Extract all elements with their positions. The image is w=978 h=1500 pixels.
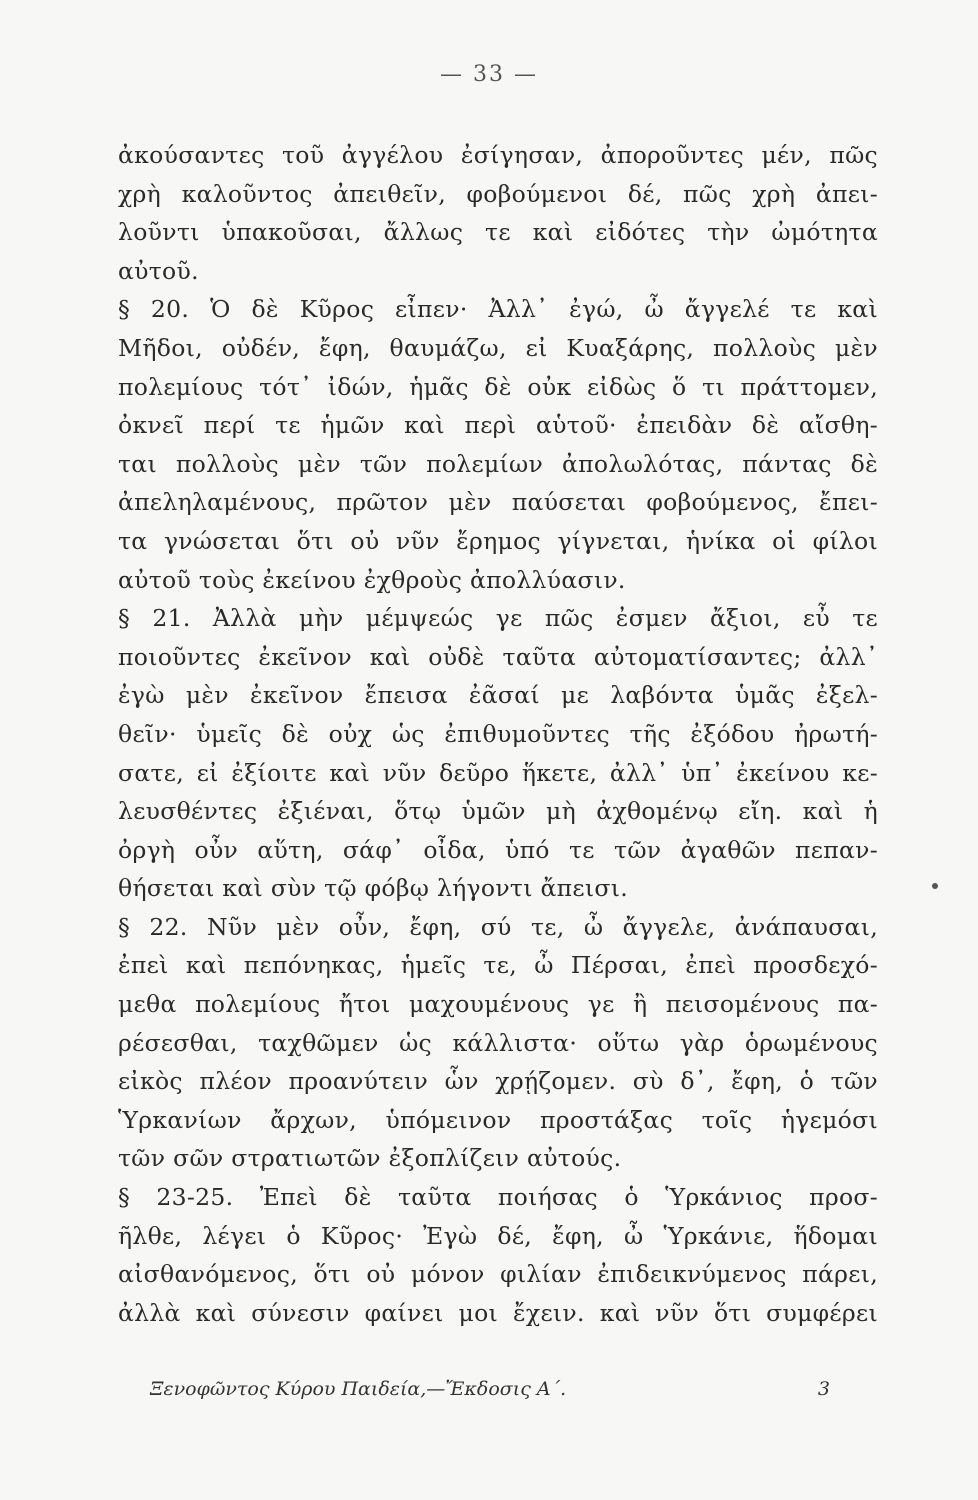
text-line: § 20. Ὁ δὲ Κῦρος εἶπεν· Ἀλλ᾽ ἐγώ, ὦ ἄγγελέ τε καὶ (118, 295, 878, 324)
text-line: τα γνώσεται ὅτι οὐ νῦν ἔρημος γίγνεται, ἡνίκα οἱ φίλοι (118, 526, 878, 555)
text-line: Μῆδοι, οὐδέν, ἔφη, θαυμάζω, εἰ Κυαξάρης, πολλοὺς μὲν (118, 333, 878, 362)
text-line: σατε, εἰ ἐξίοιτε καὶ νῦν δεῦρο ἥκετε, ἀλλ᾽ ὑπ᾽ ἐκείνου κε- (118, 758, 878, 787)
text-line: αἰσθανόμενος, ὅτι οὐ μόνον φιλίαν ἐπιδεικνύμενος πάρει, (118, 1260, 878, 1289)
text-line: θήσεται καὶ σὺν τῷ φόβῳ λήγοντι ἄπεισι. (118, 874, 629, 903)
text-line: αὐτοῦ. (118, 256, 199, 285)
text-line: χρὴ καλοῦντος ἀπειθεῖν, φοβούμενοι δέ, πῶς χρὴ ἀπει- (118, 179, 878, 208)
page-number: — 33 — (440, 62, 538, 87)
text-line: ἐπεὶ καὶ πεπόνηκας, ἡμεῖς τε, ὦ Πέρσαι, ἐπεὶ προσδεχό- (118, 951, 878, 980)
text-body (118, 136, 878, 1332)
signature-mark: 3 (817, 1378, 830, 1400)
text-line: ρέσεσθαι, ταχθῶμεν ὡς κάλλιστα· οὕτω γὰρ ὁρωμένους (118, 1028, 878, 1057)
text-line: τῶν σῶν στρατιωτῶν ἐξοπλίζειν αὐτούς. (118, 1144, 622, 1173)
text-line: § 23-25. Ἐπεὶ δὲ ταῦτα ποιήσας ὁ Ὑρκάνιος προσ- (118, 1183, 878, 1212)
text-line: ἀλλὰ καὶ σύνεσιν φαίνει μοι ἔχειν. καὶ νῦν ὅτι συμφέρει (118, 1298, 878, 1327)
text-line: ὀργὴ οὖν αὕτη, σάφ᾽ οἶδα, ὑπό τε τῶν ἀγαθῶν πεπαν- (118, 835, 878, 864)
text-line: ποιοῦντες ἐκεῖνον καὶ οὐδὲ ταῦτα αὐτοματίσαντες; ἀλλ᾽ (118, 642, 878, 671)
text-line: ἀκούσαντες τοῦ ἀγγέλου ἐσίγησαν, ἀποροῦντες μέν, πῶς (118, 141, 878, 169)
text-line: ὀκνεῖ περί τε ἡμῶν καὶ περὶ αὑτοῦ· ἐπειδὰν δὲ αἴσθη- (118, 411, 878, 440)
ink-speck (932, 883, 938, 889)
text-line: μεθα πολεμίους ἤτοι μαχουμένους γε ἢ πεισομένους πα- (118, 990, 878, 1019)
text-line: Ὑρκανίων ἄρχων, ὑπόμεινον προστάξας τοῖς ἡγεμόσι (118, 1105, 878, 1134)
text-line: λευσθέντες ἐξιέναι, ὅτῳ ὑμῶν μὴ ἀχθομένῳ εἴη. καὶ ἡ (118, 797, 878, 826)
text-line: ῆλθε, λέγει ὁ Κῦρος· Ἐγὼ δέ, ἔφη, ὦ Ὑρκάνιε, ἥδομαι (118, 1221, 878, 1250)
footer-title: Ξενοφῶντος Κύρου Παιδεία,—Ἔκδοσις Α΄. (150, 1378, 567, 1400)
text-line: πολεμίους τότ᾽ ἰδών, ἡμᾶς δὲ οὐκ εἰδὼς ὅ τι πράττομεν, (118, 372, 878, 401)
text-line: θεῖν· ὑμεῖς δὲ οὐχ ὡς ἐπιθυμοῦντες τῆς ἐξόδου ἠρωτή- (118, 719, 878, 748)
text-line: § 21. Ἀλλὰ μὴν μέμψεώς γε πῶς ἐσμεν ἄξιοι, εὖ τε (118, 604, 878, 633)
text-line: ται πολλοὺς μὲν τῶν πολεμίων ἀπολωλότας, πάντας δὲ (118, 449, 878, 478)
text-line: § 22. Νῦν μὲν οὖν, ἔφη, σύ τε, ὦ ἄγγελε, ἀνάπαυσαι, (118, 912, 878, 941)
footer (150, 1378, 830, 1400)
text-line: εἰκὸς πλέον προανύτειν ὧν χρῄζομεν. σὺ δ᾽, ἔφη, ὁ τῶν (118, 1067, 878, 1096)
text-line: λοῦντι ὑπακοῦσαι, ἄλλως τε καὶ εἰδότες τὴν ὠμότητα (118, 218, 878, 247)
text-line: ἀπεληλαμένους, πρῶτον μὲν παύσεται φοβούμενος, ἔπει- (118, 488, 878, 517)
text-line: ἐγὼ μὲν ἐκεῖνον ἔπεισα ἐᾶσαί με λαβόντα ὑμᾶς ἐξελ- (118, 681, 878, 710)
text-line: αὐτοῦ τοὺς ἐκείνου ἐχθροὺς ἀπολλύασιν. (118, 565, 626, 594)
